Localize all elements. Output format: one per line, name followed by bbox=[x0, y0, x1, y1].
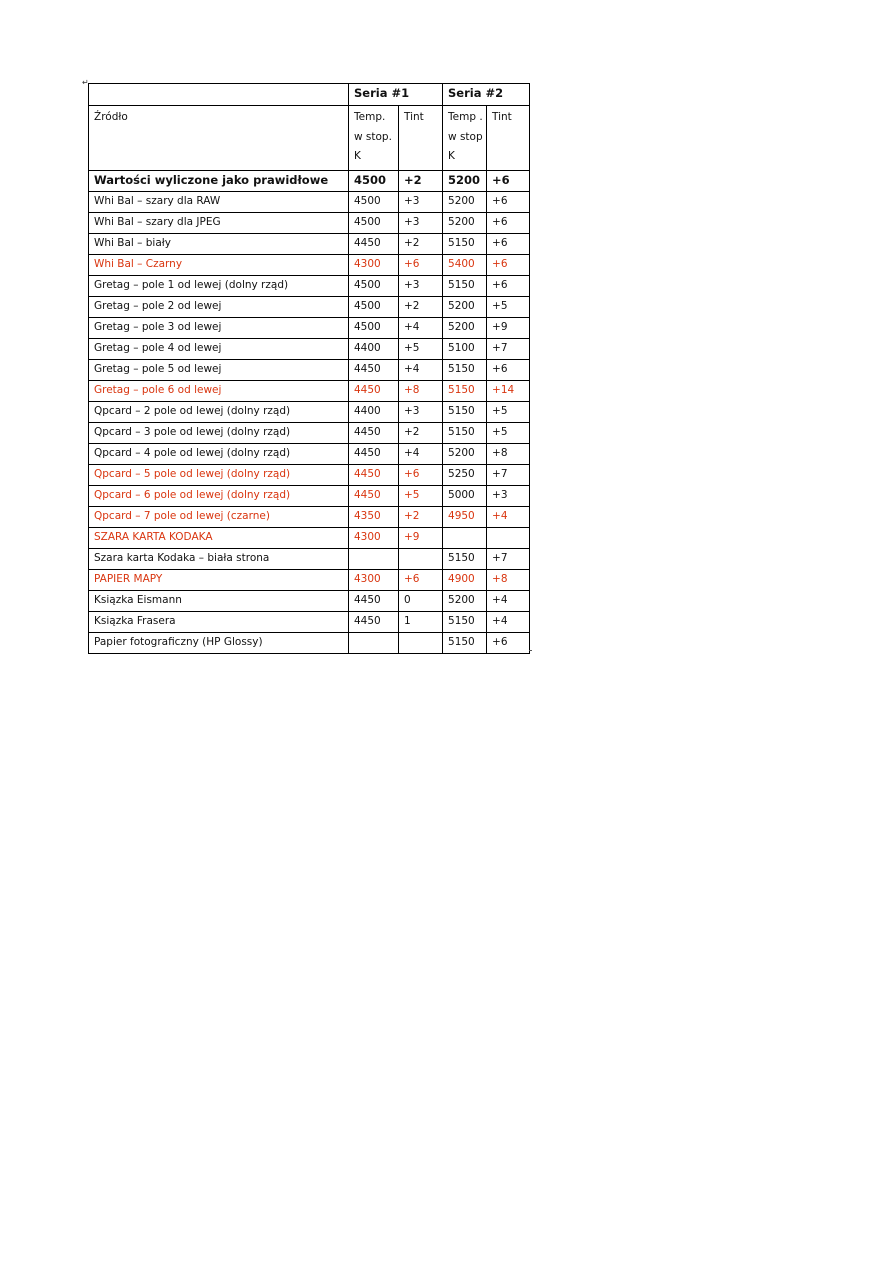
table-row bbox=[89, 444, 530, 465]
tint2-cell: +5 bbox=[487, 423, 530, 444]
tint1-cell: +2 bbox=[399, 507, 443, 528]
tint2-cell: +6 bbox=[487, 633, 530, 654]
temp1-cell: 4500 bbox=[349, 318, 399, 339]
tint1-cell: +6 bbox=[399, 465, 443, 486]
source-cell: Ksiązka Eismann bbox=[89, 591, 349, 612]
temp1-cell: 4450 bbox=[349, 486, 399, 507]
tint1-cell: +8 bbox=[399, 381, 443, 402]
temp2-cell: 5150 bbox=[443, 234, 487, 255]
source-cell: Gretag – pole 6 od lewej bbox=[89, 381, 349, 402]
temp2-header: Temp . w stop K bbox=[443, 106, 487, 171]
source-cell: Qpcard – 5 pole od lewej (dolny rząd) bbox=[89, 465, 349, 486]
white-balance-table bbox=[88, 83, 530, 654]
table-end-mark bbox=[529, 650, 532, 654]
temp1-cell: 4450 bbox=[349, 360, 399, 381]
column-header-row bbox=[89, 106, 530, 171]
table-row bbox=[89, 633, 530, 654]
tint1-cell: +3 bbox=[399, 213, 443, 234]
tint1-cell: +3 bbox=[399, 276, 443, 297]
tint2-cell: +5 bbox=[487, 402, 530, 423]
source-cell: Whi Bal – biały bbox=[89, 234, 349, 255]
source-cell: Gretag – pole 1 od lewej (dolny rząd) bbox=[89, 276, 349, 297]
temp1-cell: 4450 bbox=[349, 465, 399, 486]
temp2-cell: 5150 bbox=[443, 549, 487, 570]
table-row bbox=[89, 255, 530, 276]
tint2-cell: +3 bbox=[487, 486, 530, 507]
series-header-row bbox=[89, 84, 530, 106]
table-row bbox=[89, 486, 530, 507]
tint1-cell: 0 bbox=[399, 591, 443, 612]
temp1-cell: 4450 bbox=[349, 381, 399, 402]
table-row bbox=[89, 591, 530, 612]
temp1-cell: 4500 bbox=[349, 171, 399, 192]
temp1-cell: 4400 bbox=[349, 402, 399, 423]
tint2-cell: +6 bbox=[487, 255, 530, 276]
source-cell: Qpcard – 3 pole od lewej (dolny rząd) bbox=[89, 423, 349, 444]
tint2-cell: +6 bbox=[487, 360, 530, 381]
table-row bbox=[89, 360, 530, 381]
table-row bbox=[89, 570, 530, 591]
temp1-cell: 4500 bbox=[349, 297, 399, 318]
table-row bbox=[89, 465, 530, 486]
temp2-cell: 5150 bbox=[443, 360, 487, 381]
tint2-cell: +7 bbox=[487, 465, 530, 486]
tint2-cell: +4 bbox=[487, 591, 530, 612]
source-cell: PAPIER MAPY bbox=[89, 570, 349, 591]
source-cell: Gretag – pole 3 od lewej bbox=[89, 318, 349, 339]
tint1-cell: +6 bbox=[399, 570, 443, 591]
table-row bbox=[89, 213, 530, 234]
temp1-cell: 4500 bbox=[349, 276, 399, 297]
temp2-cell: 4900 bbox=[443, 570, 487, 591]
source-cell: Ksiązka Frasera bbox=[89, 612, 349, 633]
tint1-cell: +2 bbox=[399, 423, 443, 444]
tint2-cell: +4 bbox=[487, 612, 530, 633]
tint1-cell: +2 bbox=[399, 171, 443, 192]
tint2-cell: +4 bbox=[487, 507, 530, 528]
temp2-cell: 5150 bbox=[443, 633, 487, 654]
tint2-cell: +9 bbox=[487, 318, 530, 339]
table-row bbox=[89, 276, 530, 297]
temp2-cell: 5400 bbox=[443, 255, 487, 276]
tint1-cell: 1 bbox=[399, 612, 443, 633]
table-row bbox=[89, 297, 530, 318]
temp2-cell: 5200 bbox=[443, 297, 487, 318]
source-cell: Gretag – pole 2 od lewej bbox=[89, 297, 349, 318]
temp2-cell: 5150 bbox=[443, 381, 487, 402]
tint1-cell bbox=[399, 633, 443, 654]
temp1-cell: 4400 bbox=[349, 339, 399, 360]
source-cell: SZARA KARTA KODAKA bbox=[89, 528, 349, 549]
source-cell: Qpcard – 4 pole od lewej (dolny rząd) bbox=[89, 444, 349, 465]
tint2-cell: +5 bbox=[487, 297, 530, 318]
tint1-cell: +5 bbox=[399, 486, 443, 507]
source-cell: Whi Bal – Czarny bbox=[89, 255, 349, 276]
temp1-cell bbox=[349, 549, 399, 570]
source-cell: Szara karta Kodaka – biała strona bbox=[89, 549, 349, 570]
tint1-cell: +2 bbox=[399, 297, 443, 318]
temp1-cell: 4350 bbox=[349, 507, 399, 528]
tint1-cell: +4 bbox=[399, 444, 443, 465]
temp1-cell: 4450 bbox=[349, 234, 399, 255]
temp1-cell bbox=[349, 633, 399, 654]
temp2-cell: 5150 bbox=[443, 402, 487, 423]
source-cell: Gretag – pole 5 od lewej bbox=[89, 360, 349, 381]
temp1-cell: 4450 bbox=[349, 591, 399, 612]
temp2-cell: 5200 bbox=[443, 171, 487, 192]
source-cell: Qpcard – 2 pole od lewej (dolny rząd) bbox=[89, 402, 349, 423]
table-row bbox=[89, 381, 530, 402]
temp2-cell: 5150 bbox=[443, 612, 487, 633]
tint2-cell: +7 bbox=[487, 549, 530, 570]
tint1-cell: +3 bbox=[399, 402, 443, 423]
temp1-cell: 4450 bbox=[349, 444, 399, 465]
temp2-cell: 4950 bbox=[443, 507, 487, 528]
tint1-cell: +2 bbox=[399, 234, 443, 255]
tint2-header: Tint bbox=[487, 106, 530, 171]
header-corner-cell bbox=[89, 84, 349, 106]
tint2-cell: +7 bbox=[487, 339, 530, 360]
source-cell: Gretag – pole 4 od lewej bbox=[89, 339, 349, 360]
temp2-cell: 5150 bbox=[443, 276, 487, 297]
tint2-cell: +6 bbox=[487, 192, 530, 213]
table-row bbox=[89, 423, 530, 444]
source-cell: Whi Bal – szary dla JPEG bbox=[89, 213, 349, 234]
tint2-cell: +8 bbox=[487, 444, 530, 465]
source-header: Źródło bbox=[89, 106, 349, 171]
temp2-cell bbox=[443, 528, 487, 549]
temp1-cell: 4300 bbox=[349, 570, 399, 591]
source-cell: Papier fotograficzny (HP Glossy) bbox=[89, 633, 349, 654]
temp1-cell: 4500 bbox=[349, 213, 399, 234]
temp2-cell: 5250 bbox=[443, 465, 487, 486]
temp2-cell: 5200 bbox=[443, 444, 487, 465]
series1-header: Seria #1 bbox=[349, 84, 443, 106]
temp1-cell: 4500 bbox=[349, 192, 399, 213]
temp2-cell: 5150 bbox=[443, 423, 487, 444]
tint2-cell: +6 bbox=[487, 234, 530, 255]
temp2-cell: 5200 bbox=[443, 192, 487, 213]
table-row bbox=[89, 528, 530, 549]
tint2-cell: +6 bbox=[487, 213, 530, 234]
table-row bbox=[89, 612, 530, 633]
table-row bbox=[89, 339, 530, 360]
temp2-cell: 5200 bbox=[443, 591, 487, 612]
source-cell: Qpcard – 6 pole od lewej (dolny rząd) bbox=[89, 486, 349, 507]
series2-header: Seria #2 bbox=[443, 84, 530, 106]
temp2-cell: 5000 bbox=[443, 486, 487, 507]
tint2-cell bbox=[487, 528, 530, 549]
source-cell: Wartości wyliczone jako prawidłowe bbox=[89, 171, 349, 192]
temp2-cell: 5200 bbox=[443, 213, 487, 234]
source-cell: Whi Bal – szary dla RAW bbox=[89, 192, 349, 213]
tint1-cell bbox=[399, 549, 443, 570]
paragraph-mark-icon: ↵ bbox=[82, 78, 89, 87]
table-row bbox=[89, 234, 530, 255]
table-row bbox=[89, 192, 530, 213]
tint2-cell: +14 bbox=[487, 381, 530, 402]
table-row bbox=[89, 402, 530, 423]
tint2-cell: +6 bbox=[487, 276, 530, 297]
tint1-cell: +4 bbox=[399, 318, 443, 339]
tint1-cell: +4 bbox=[399, 360, 443, 381]
temp1-cell: 4450 bbox=[349, 423, 399, 444]
temp2-cell: 5100 bbox=[443, 339, 487, 360]
temp1-cell: 4300 bbox=[349, 528, 399, 549]
table-row bbox=[89, 549, 530, 570]
tint1-header: Tint bbox=[399, 106, 443, 171]
tint2-cell: +8 bbox=[487, 570, 530, 591]
temp1-header: Temp. w stop. K bbox=[349, 106, 399, 171]
table-row bbox=[89, 507, 530, 528]
table-row bbox=[89, 318, 530, 339]
temp2-cell: 5200 bbox=[443, 318, 487, 339]
tint2-cell: +6 bbox=[487, 171, 530, 192]
tint1-cell: +6 bbox=[399, 255, 443, 276]
source-cell: Qpcard – 7 pole od lewej (czarne) bbox=[89, 507, 349, 528]
temp1-cell: 4300 bbox=[349, 255, 399, 276]
tint1-cell: +5 bbox=[399, 339, 443, 360]
tint1-cell: +3 bbox=[399, 192, 443, 213]
temp1-cell: 4450 bbox=[349, 612, 399, 633]
table-row bbox=[89, 171, 530, 192]
tint1-cell: +9 bbox=[399, 528, 443, 549]
